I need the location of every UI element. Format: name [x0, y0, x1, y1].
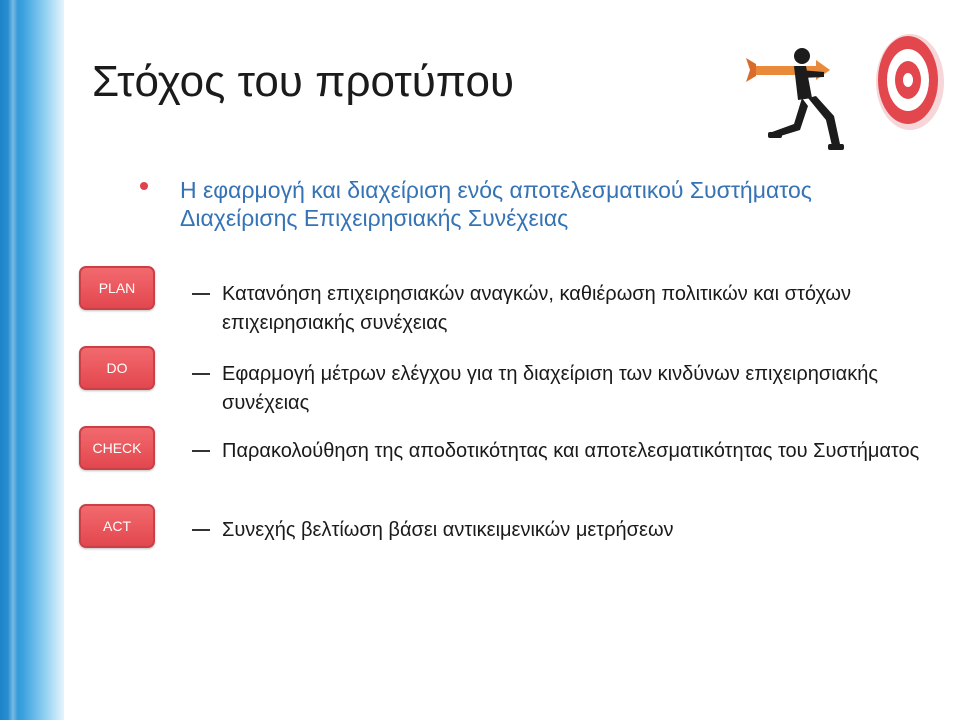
bullet-dot-icon	[140, 182, 148, 190]
sub-bullet-text: Κατανόηση επιχειρησιακών αναγκών, καθιέρωση πολιτικών και στόχων επιχειρησιακής συνέχειας	[222, 283, 852, 334]
phase-plan-badge: PLAN	[79, 266, 155, 310]
dash-icon	[192, 373, 210, 375]
phase-check-badge: CHECK	[79, 426, 155, 470]
left-decorative-band	[0, 0, 64, 720]
main-bullet	[146, 176, 866, 232]
main-bullet-text: Η εφαρμογή και διαχείριση ενός αποτελεσματικού Συστήματος Διαχείρισης Επιχειρησιακής Συνέχειας	[180, 177, 812, 231]
sub-bullet-check	[192, 437, 922, 466]
sub-bullet-text: Εφαρμογή μέτρων ελέγχου για τη διαχείριση των κινδύνων επιχειρησιακής συνέχειας	[222, 363, 878, 414]
sub-bullet-act	[192, 516, 922, 545]
sub-bullet-text: Παρακολούθηση της αποδοτικότητας και αποτελεσματικότητας του Συστήματος	[222, 440, 920, 462]
sub-bullet-text: Συνεχής βελτίωση βάσει αντικειμενικών μετρήσεων	[222, 519, 674, 541]
running-man-arrow-target-icon	[728, 20, 954, 160]
phase-do-badge: DO	[79, 346, 155, 390]
phase-act-badge: ACT	[79, 504, 155, 548]
dash-icon	[192, 450, 210, 452]
slide-title: Στόχος του προτύπου	[92, 57, 515, 106]
dash-icon	[192, 529, 210, 531]
sub-bullet-do	[192, 360, 922, 418]
dash-icon	[192, 293, 210, 295]
sub-bullet-plan	[192, 280, 922, 338]
